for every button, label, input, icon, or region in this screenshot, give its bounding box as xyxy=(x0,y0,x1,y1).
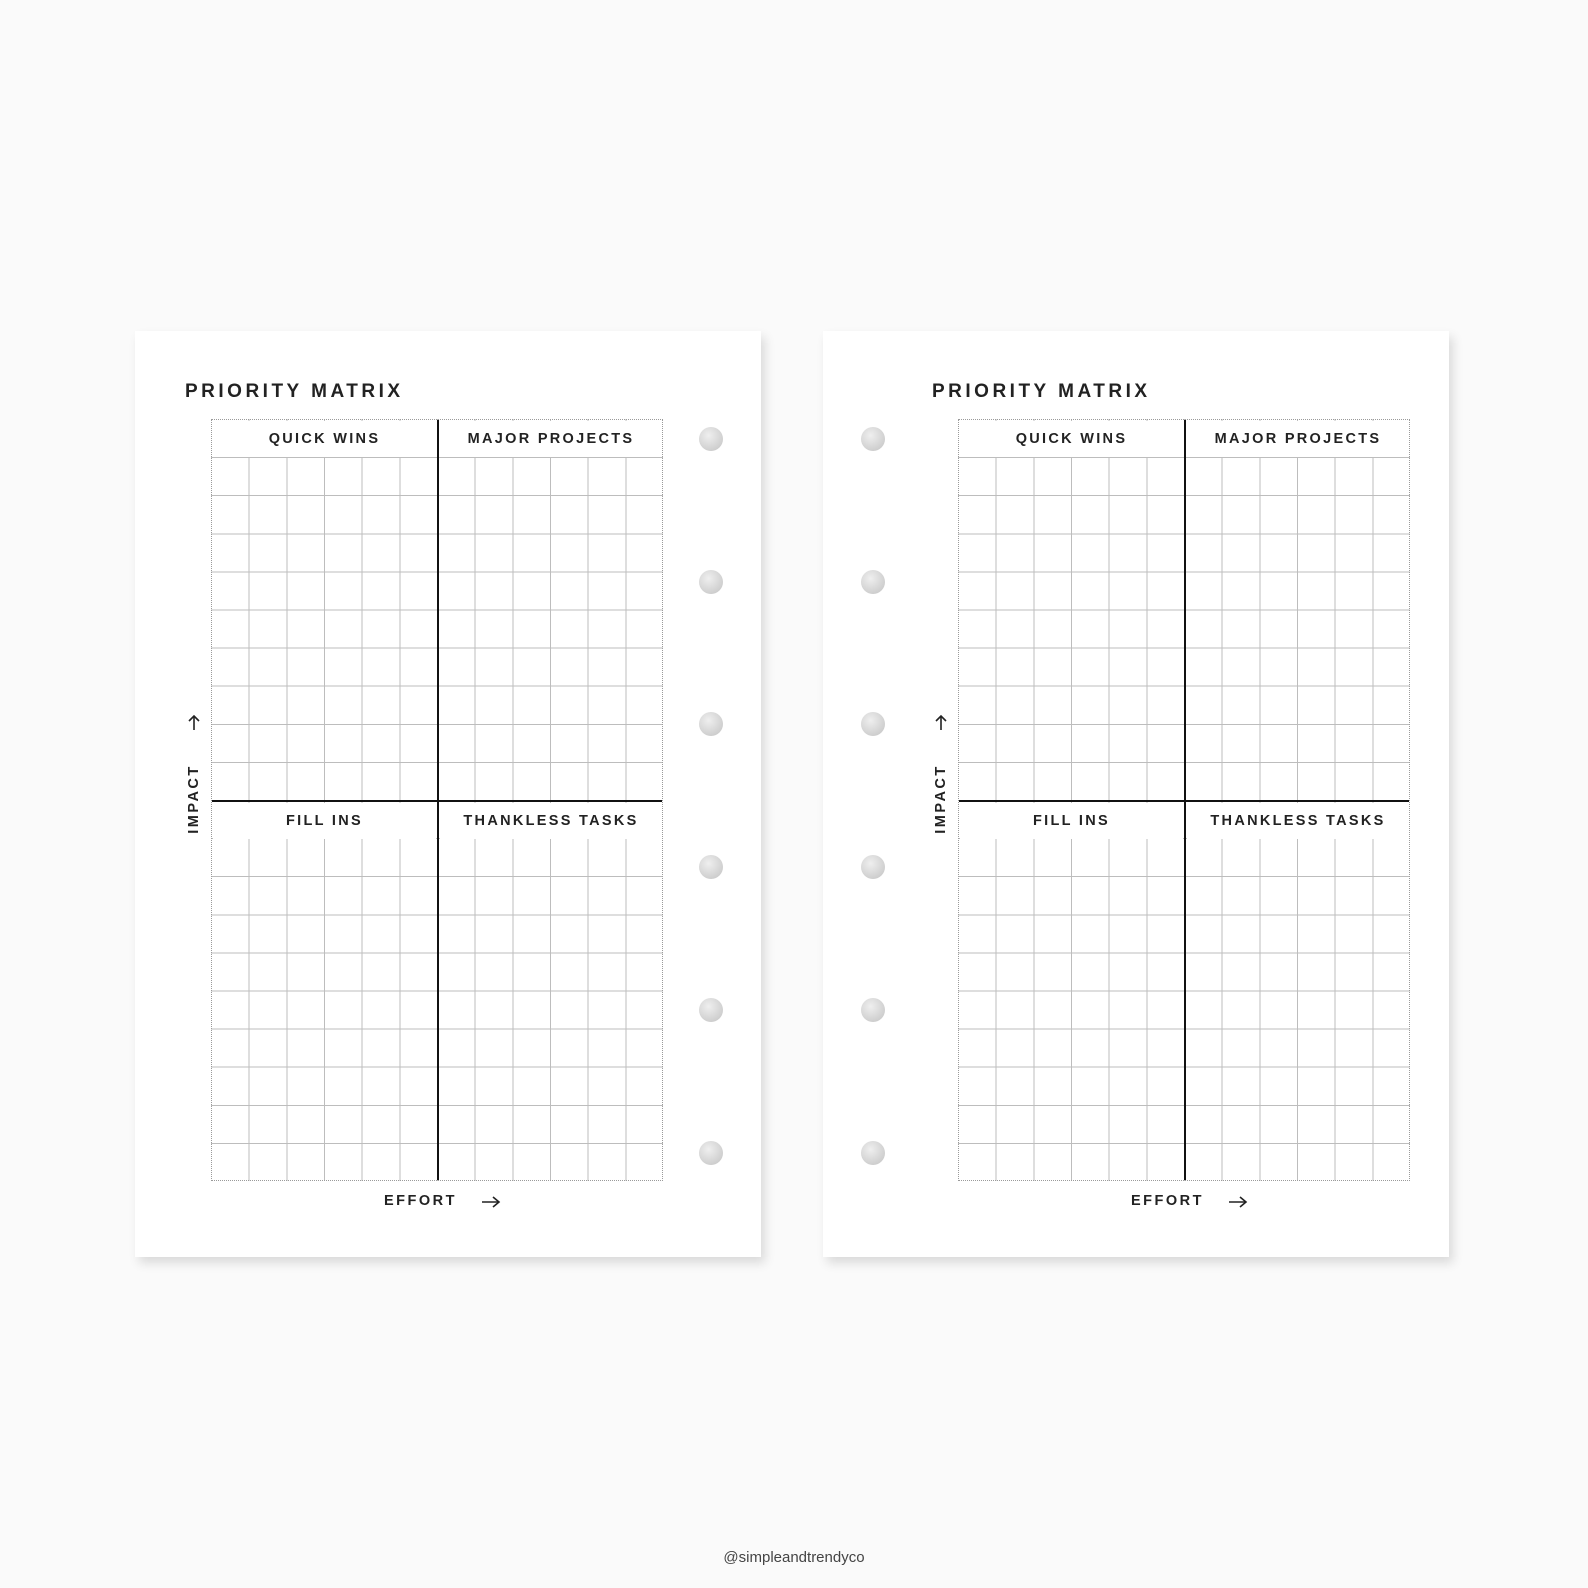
punch-hole xyxy=(699,1141,723,1165)
quadrant-major-projects xyxy=(1187,421,1409,457)
arrow-up-icon xyxy=(184,713,204,733)
quadrant-label: QUICK WINS xyxy=(268,431,381,447)
horizontal-axis-divider xyxy=(959,800,1409,802)
effort-axis-label: EFFORT xyxy=(1131,1193,1204,1209)
quadrant-fill-ins xyxy=(213,803,436,839)
impact-axis-label: IMPACT xyxy=(186,764,202,834)
punch-hole xyxy=(699,712,723,736)
quadrant-label: QUICK WINS xyxy=(1015,431,1128,447)
arrow-right-icon xyxy=(1227,1193,1249,1211)
brand-handle: @simpleandtrendyco xyxy=(723,1549,865,1566)
punch-hole xyxy=(861,855,885,879)
quadrant-quick-wins xyxy=(213,421,436,457)
quadrant-label: FILL INS xyxy=(1033,813,1110,829)
punch-hole xyxy=(699,427,723,451)
page-title: PRIORITY MATRIX xyxy=(185,381,404,402)
quadrant-label: MAJOR PROJECTS xyxy=(467,431,635,447)
impact-axis-label: IMPACT xyxy=(933,764,949,834)
quadrant-thankless-tasks xyxy=(1187,803,1409,839)
punch-hole xyxy=(861,570,885,594)
page-title: PRIORITY MATRIX xyxy=(932,381,1151,402)
quadrant-label: MAJOR PROJECTS xyxy=(1214,431,1382,447)
planner-page-left xyxy=(135,331,761,1257)
arrow-right-icon xyxy=(480,1193,502,1211)
punch-hole xyxy=(861,712,885,736)
priority-grid xyxy=(211,419,663,1181)
punch-hole xyxy=(699,570,723,594)
punch-hole xyxy=(699,998,723,1022)
quadrant-quick-wins xyxy=(960,421,1183,457)
effort-axis-label: EFFORT xyxy=(384,1193,457,1209)
punch-hole xyxy=(861,427,885,451)
arrow-up-icon xyxy=(931,713,951,733)
priority-grid xyxy=(958,419,1410,1181)
punch-hole xyxy=(699,855,723,879)
punch-hole xyxy=(861,1141,885,1165)
quadrant-fill-ins xyxy=(960,803,1183,839)
planner-page-right xyxy=(823,331,1449,1257)
quadrant-major-projects xyxy=(440,421,662,457)
quadrant-thankless-tasks xyxy=(440,803,662,839)
quadrant-label: FILL INS xyxy=(286,813,363,829)
quadrant-label: THANKLESS TASKS xyxy=(463,813,639,829)
horizontal-axis-divider xyxy=(212,800,662,802)
punch-hole xyxy=(861,998,885,1022)
quadrant-label: THANKLESS TASKS xyxy=(1210,813,1386,829)
